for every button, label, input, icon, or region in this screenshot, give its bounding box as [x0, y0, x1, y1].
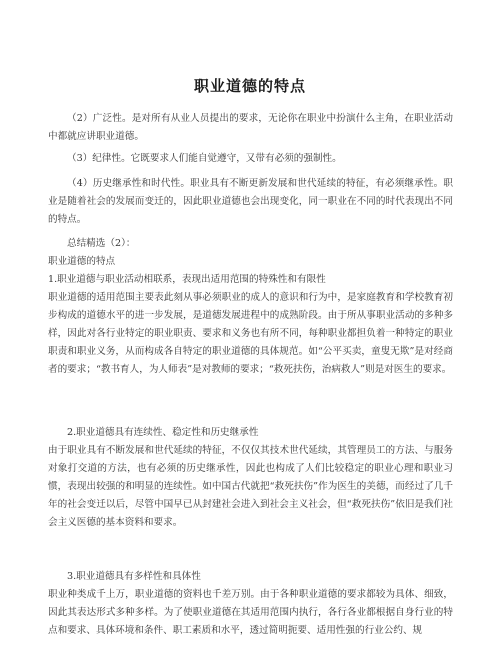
document-title: 职业道德的特点	[193, 77, 306, 95]
point-1-heading: 1.职业道德与职业活动相联系，表现出适用范围的特殊性和有限性	[48, 274, 326, 285]
point-2-heading: 2.职业道德具有连续性、稳定性和历史继承性	[67, 427, 259, 438]
paragraph-discipline: （3）纪律性。它既要求人们能自觉遵守，又带有必须的强制性。	[67, 153, 342, 164]
point-3-body: 职业种类成千上万，职业道德的资料也千差万别。由于各种职业道德的要求都较为具体、细致，因此其表达形式多种多样。为了使职业道德在其适用范围内执行，各行各业都根据自身行业的特点和要求、具体环境和条件、职工素质和水平，透过简明扼要、适用性强的行业公约、规	[48, 589, 453, 636]
paragraph-breadth: （2）广泛性。是对所有从业人员提出的要求，无论你在职业中扮演什么主角，在职业活动中都就应讲职业道德。	[48, 113, 453, 142]
section-heading: 职业道德的特点	[48, 256, 116, 267]
point-3-heading: 3.职业道德具有多样性和具体性	[67, 571, 201, 582]
point-1-body: 职业道德的适用范围主要表此刻从事必须职业的成人的意识和行为中，是家庭教育和学校教育初步构成的道德水平的进一步发展，是道德发展进程中的成熟阶段。由于所从事职业活动的多种多样，因此对各行业特定的职业职责、要求和义务也有所不同，每种职业都担负着一种特定的职业职责和职业义务，从而构成各自特定的职业道德的具体规范。如“公平买卖，童叟无欺”是对经商者的要求；“教书育人，为人师表”是对教师的要求；“救死扶伤，治病救人”则是对医生的要求。	[48, 292, 453, 375]
point-2-body: 由于职业具有不断发展和世代延续的特征，不仅仅其技术世代延续，其管理员工的方法、与服务对象打交道的方法，也有必须的历史继承性，因此也构成了人们比较稳定的职业心理和职业习惯，表现出较强的和明显的连续性。如中国古代就把“救死扶伤”作为医生的美德，而经过了几千年的社会变迁以后，尽管中国早已从封建社会进入到社会主义社会，但“救死扶伤”依旧是我们社会主义医德的基本资料和要求。	[48, 445, 453, 528]
paragraph-historical: （4）历史继承性和时代性。职业具有不断更新发展和世代延续的特征，有必须继承性。职业是随着社会的发展而变迁的，因此职业道德也会出现变化，同一职业在不同的时代表现出不同的特点。	[48, 178, 453, 225]
summary-heading: 总结精选（2）：	[67, 238, 136, 249]
